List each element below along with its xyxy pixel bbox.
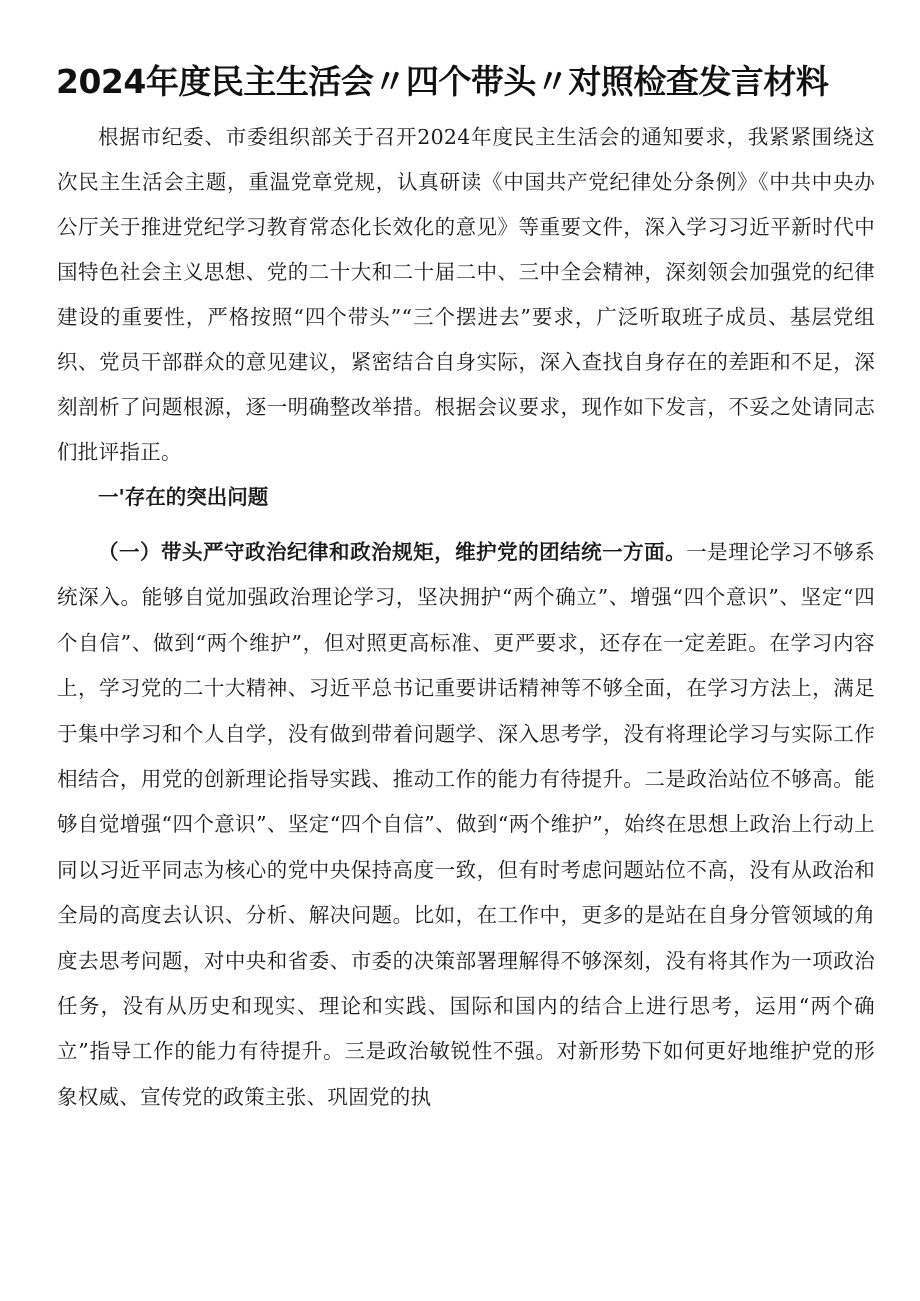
document-title: 2024年度民主生活会〃四个带头〃对照检查发言材料 xyxy=(56,62,829,101)
document-body xyxy=(57,115,875,1120)
section-heading: 一'存在的突出问题 xyxy=(98,485,269,509)
subsection-heading: （一）带头严守政治纪律和政治规矩，维护党的团结统一方面。 xyxy=(98,540,687,564)
subsection-body: 一是理论学习不够系统深入。能够自觉加强政治理论学习，坚决拥护“两个确立”、增强“四个意识”、坚定“四个自信”、做到“两个维护”，但对照更高标准、更严要求，还存在一定差距。在学习内容上，学习党的二十大精神、习近平总书记重要讲话精神等不够全面，在学习方法上，满足于集中学习和个人自学，没有做到带着问题学、深入思考学，没有将理论学习与实际工作相结合，用党的创新理论指导实践、推动工作的能力有待提升。二是政治站位不够高。能够自觉增强“四个意识”、坚定“四个自信”、做到“两个维护”，始终在思想上政治上行动上同以习近平同志为核心的党中央保持高度一致，但有时考虑问题站位不高，没有从政治和全局的高度去认识、分析、解决问题。比如，在工作中，更多的是站在自身分管领域的角度去思考问题，对中央和省委、市委的决策部署理解得不够深刻，没有将其作为一项政治任务，没有从历史和现实、理论和实践、国际和国内的结合上进行思考，运用“两个确立”指导工作的能力有待提升。三是政治敏锐性不强。对新形势下如何更好地维护党的形象权威、宣传党的政策主张、巩固党的执 xyxy=(57,540,875,1109)
intro-paragraph: 根据市纪委、市委组织部关于召开2024年度民主生活会的通知要求，我紧紧围绕这次民主生活会主题，重温党章党规，认真研读《中国共产党纪律处分条例》《中共中央办公厅关于推进党纪学习教育常态化长效化的意见》等重要文件，深入学习习近平新时代中国特色社会主义思想、党的二十大和二十届二中、三中全会精神，深刻领会加强党的纪律建设的重要性，严格按照“四个带头”“三个摆进去”要求，广泛听取班子成员、基层党组织、党员干部群众的意见建议，紧密结合自身实际，深入查找自身存在的差距和不足，深刻剖析了问题根源，逐一明确整改举措。根据会议要求，现作如下发言，不妥之处请同志们批评指正。 xyxy=(57,125,875,464)
subsection-paragraph xyxy=(57,530,875,1120)
